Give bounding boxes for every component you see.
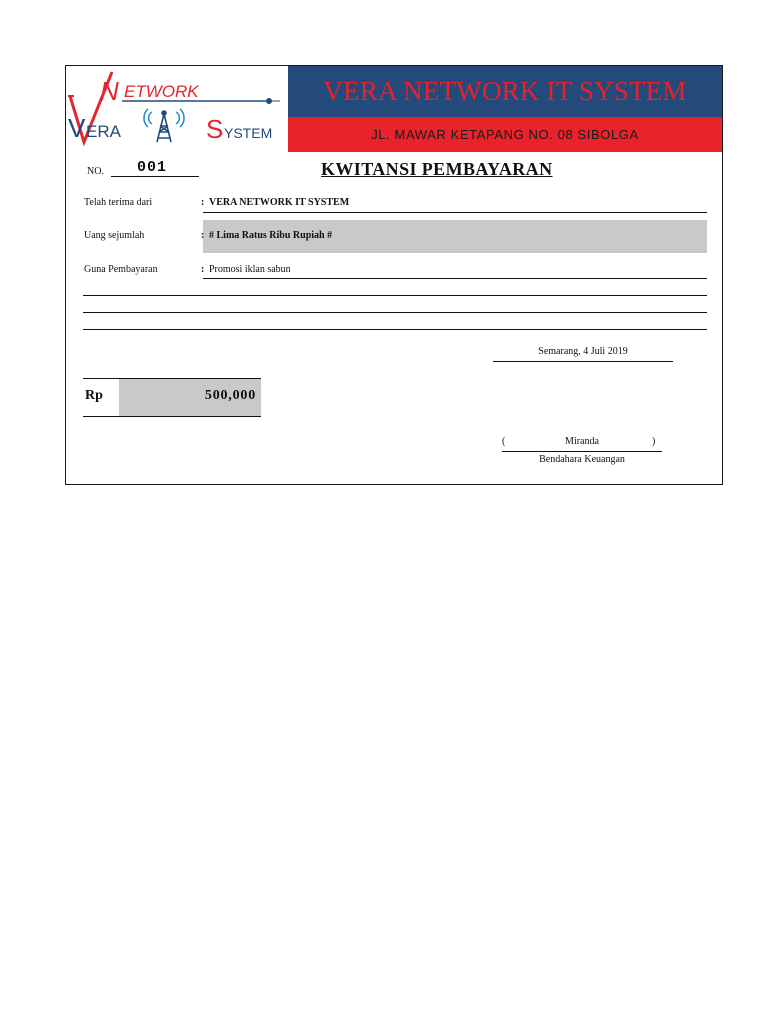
purpose-value: Promosi iklan sabun: [209, 264, 291, 275]
place-date: Semarang, 4 Juli 2019: [538, 346, 628, 357]
amount-value: 500,000: [204, 388, 256, 403]
purpose-colon: :: [201, 264, 205, 275]
logo-graphic: [66, 66, 288, 152]
signature-line: [502, 451, 662, 452]
logo-word-vera: ERA: [86, 122, 121, 141]
signature-paren-open: (: [502, 436, 506, 447]
company-address: JL. MAWAR KETAPANG NO. 08 SIBOLGA: [371, 127, 639, 142]
purpose-line: [203, 278, 707, 279]
receipt-title: KWITANSI PEMBAYARAN: [321, 159, 553, 179]
header-address-band: [288, 117, 722, 152]
received-from-colon: :: [201, 197, 205, 208]
company-name: VERA NETWORK IT SYSTEM: [323, 76, 687, 106]
header-title-band: [288, 66, 722, 117]
receipt-form: [65, 65, 723, 485]
received-from-value: VERA NETWORK IT SYSTEM: [209, 197, 350, 208]
received-from-line: [203, 212, 707, 213]
received-from-label: Telah terima dari: [84, 197, 153, 208]
company-logo: [66, 66, 288, 152]
blank-line: [83, 312, 707, 313]
blank-line: [83, 329, 707, 330]
logo-word-system: YSTEM: [224, 125, 273, 141]
amount-words-colon: :: [201, 230, 205, 241]
logo-letter-v: V: [68, 113, 86, 143]
signer-role: Bendahara Keuangan: [539, 454, 625, 465]
amount-top-line: [83, 378, 261, 379]
amount-currency: Rp: [85, 388, 103, 403]
logo-word-network: ETWORK: [124, 82, 199, 101]
antenna-tower-icon: [157, 111, 171, 142]
purpose-label: Guna Pembayaran: [84, 264, 158, 275]
signature-paren-close: ): [652, 436, 656, 447]
logo-letter-s: S: [206, 114, 224, 144]
signer-name: Miranda: [565, 436, 599, 447]
amount-bottom-line: [83, 416, 261, 417]
amount-words-label: Uang sejumlah: [84, 230, 145, 241]
date-line: [493, 361, 673, 362]
amount-words-value: # Lima Ratus Ribu Rupiah #: [209, 230, 333, 241]
receipt-number-label: NO.: [87, 166, 104, 177]
blank-line: [83, 295, 707, 296]
receipt-number-value: 001: [111, 159, 199, 177]
logo-letter-n: N: [100, 76, 119, 106]
